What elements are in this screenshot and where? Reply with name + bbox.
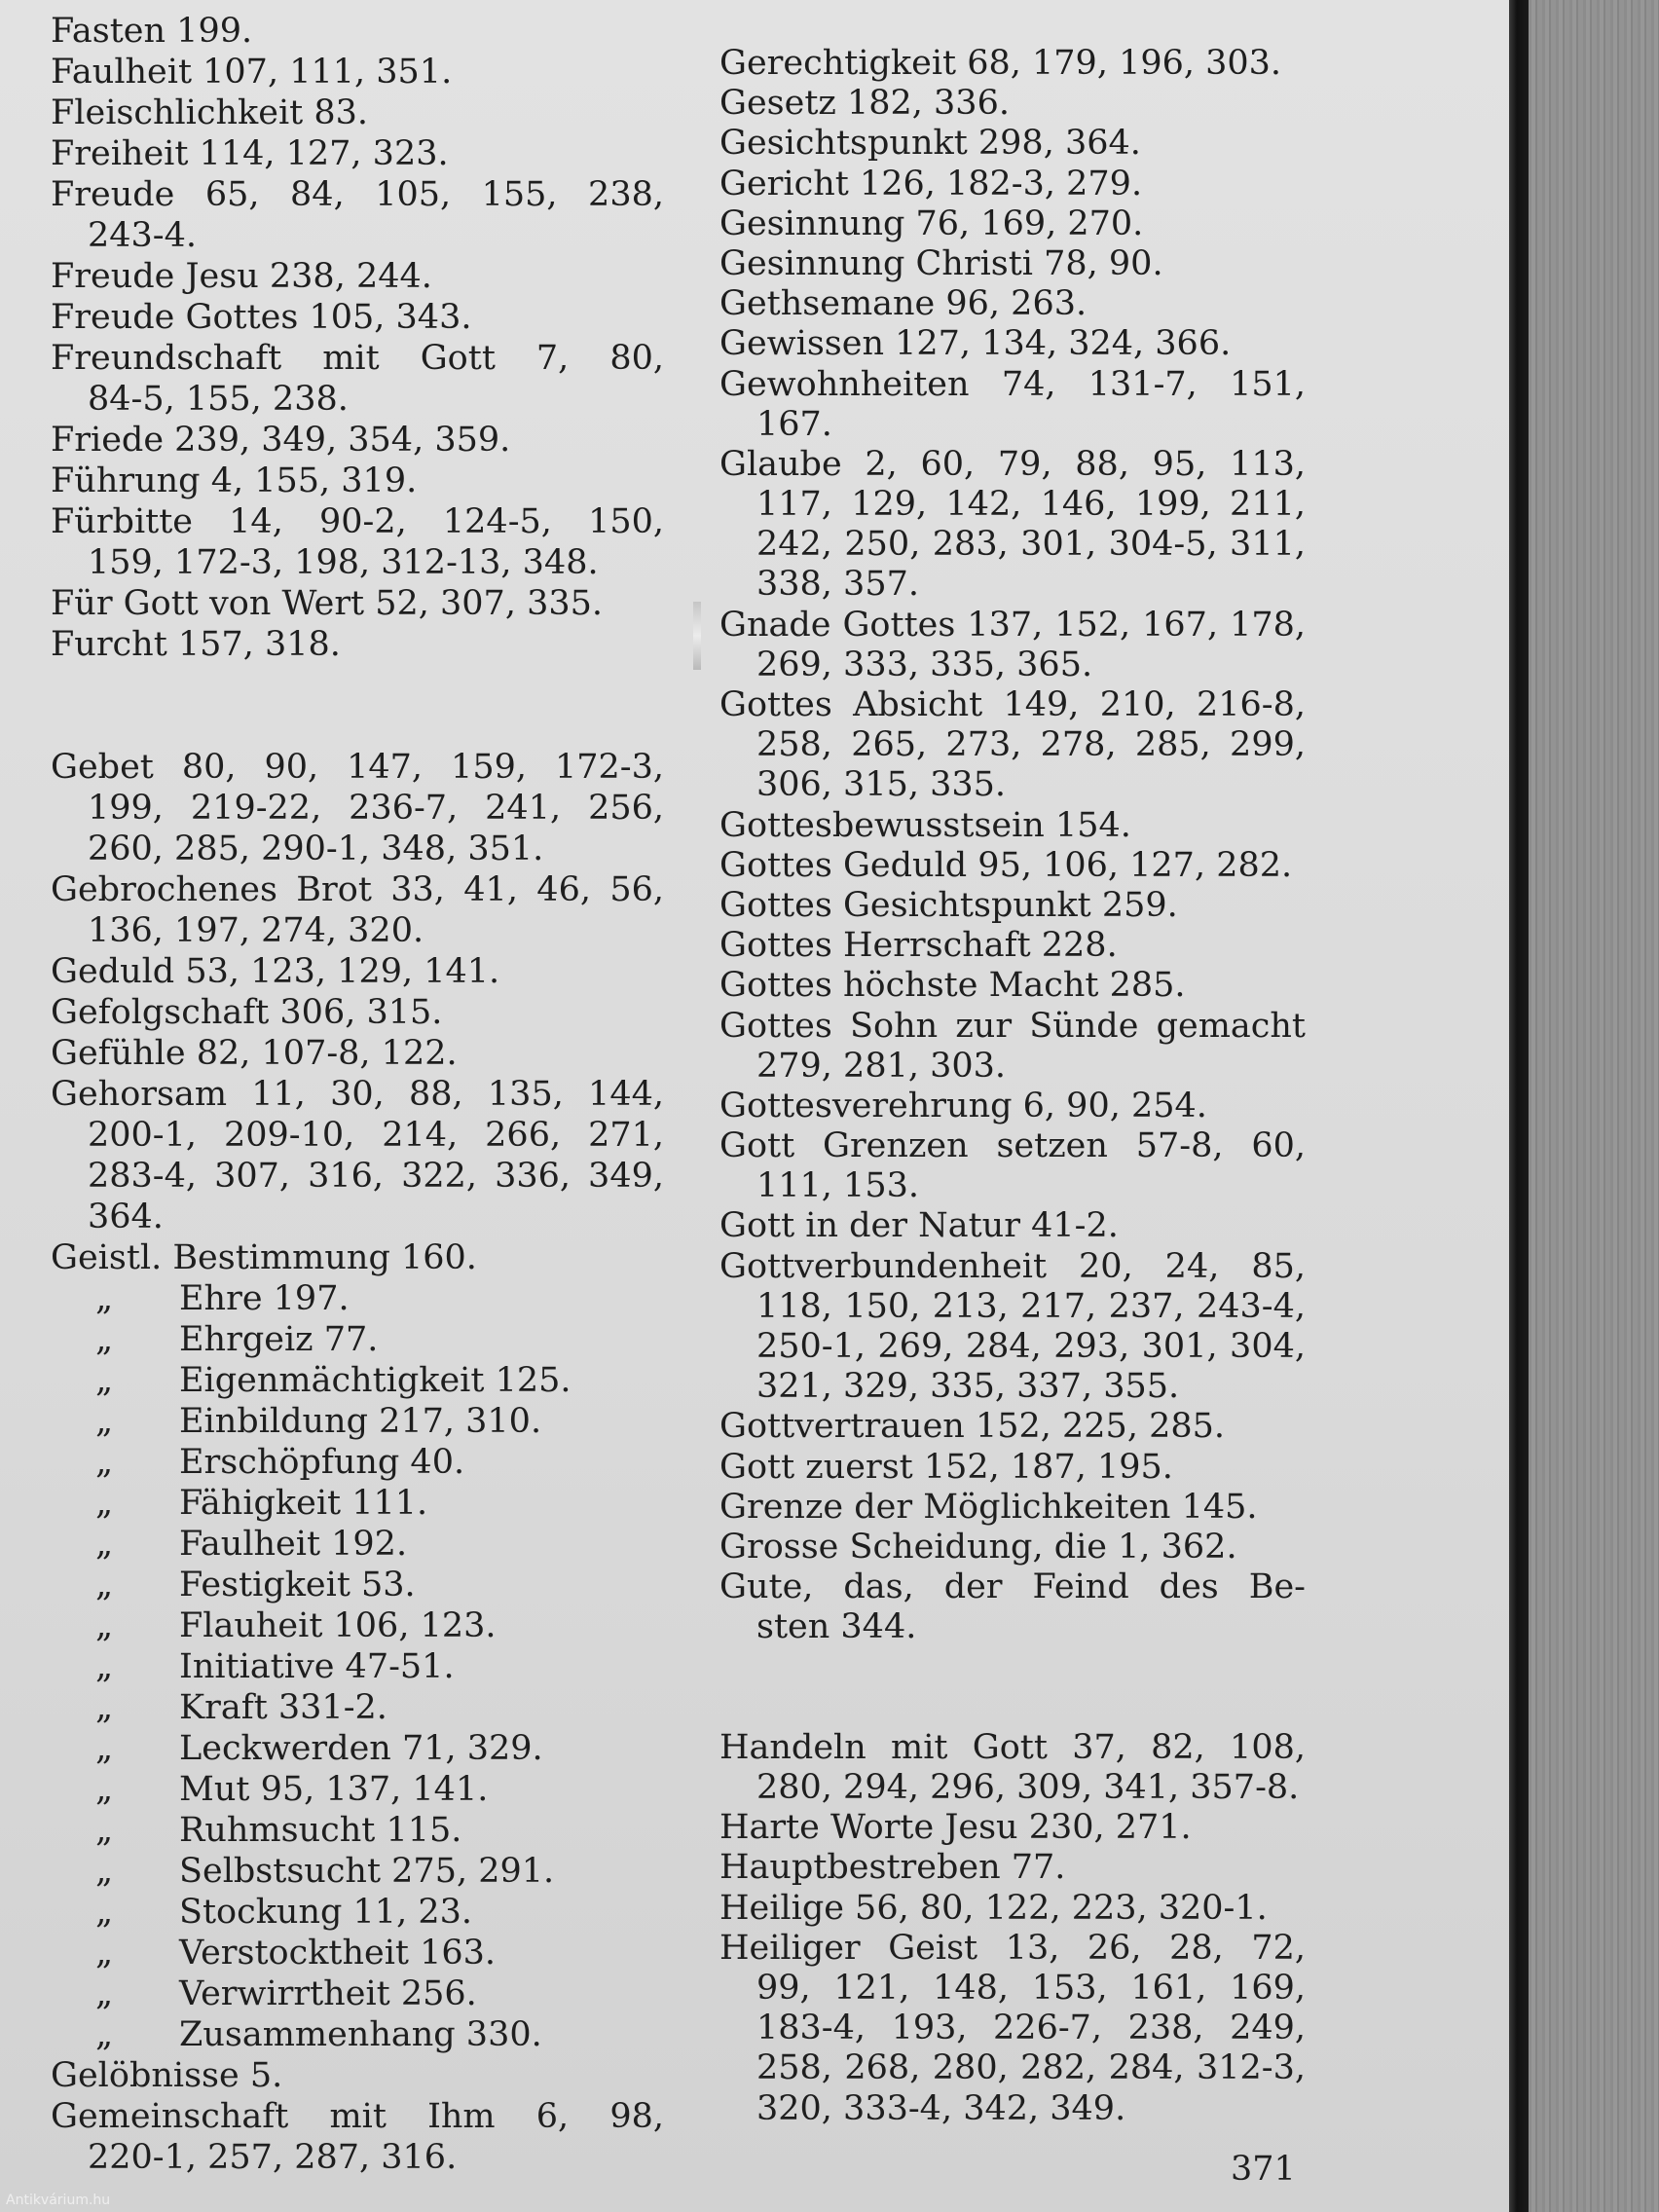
index-subentry (51, 1973, 664, 2014)
index-entry: Fürbitte 14, 90-2, 124-5, 150, (51, 502, 664, 541)
blank-line (719, 1648, 1306, 1688)
index-entry: Gerechtigkeit 68, 179, 196, 303. (719, 44, 1282, 83)
index-entry: Gottvertrauen 152, 225, 285. (719, 1407, 1226, 1447)
index-entry: Glaube 2, 60, 79, 88, 95, 113, (719, 444, 1306, 484)
index-entry-continuation: 321, 329, 335, 337, 355. (756, 1367, 1180, 1407)
index-entry: Fasten 199. (51, 12, 253, 51)
blank-line (719, 1688, 1306, 1728)
index-entry: Freude Jesu 238, 244. (51, 257, 432, 296)
subentry-text: Festigkeit 53. (179, 1566, 416, 1604)
subentry-text: Ehre 197. (179, 1279, 350, 1318)
ditto-mark: „ (95, 1934, 114, 1972)
subentry-text: Ruhmsucht 115. (179, 1811, 462, 1850)
ditto-mark: „ (95, 1974, 114, 2013)
index-entry-continuation: 111, 153. (756, 1166, 919, 1206)
ditto-mark: „ (95, 1688, 114, 1727)
ditto-mark: „ (95, 1484, 114, 1523)
blank-line (51, 665, 664, 706)
index-column-right (719, 44, 1306, 2129)
subentry-text: Leckwerden 71, 329. (179, 1729, 543, 1768)
index-entry-continuation: 136, 197, 274, 320. (88, 911, 424, 950)
index-entry: Gethsemane 96, 263. (719, 284, 1088, 324)
subentry-text: Selbstsucht 275, 291. (179, 1852, 555, 1891)
subentry-text: Faulheit 192. (179, 1525, 408, 1564)
index-subentry (51, 2014, 664, 2055)
index-entry: Grosse Scheidung, die 1, 362. (719, 1527, 1237, 1567)
index-entry: Gesichtspunkt 298, 364. (719, 124, 1141, 164)
index-entry: Gefolgschaft 306, 315. (51, 993, 443, 1032)
index-entry-continuation: 242, 250, 283, 301, 304-5, 311, (756, 525, 1306, 565)
index-entry-continuation: 320, 333-4, 342, 349. (756, 2088, 1126, 2128)
index-entry: Hauptbestreben 77. (719, 1848, 1066, 1888)
index-entry-continuation: 183-4, 193, 226-7, 238, 249, (756, 2009, 1306, 2048)
ditto-mark: „ (95, 2015, 114, 2054)
index-entry-continuation: sten 344. (756, 1607, 917, 1647)
index-entry: Geduld 53, 123, 129, 141. (51, 952, 500, 991)
index-entry: Faulheit 107, 111, 351. (51, 53, 453, 92)
subentry-text: Ehrgeiz 77. (179, 1320, 379, 1359)
index-entry: Freiheit 114, 127, 323. (51, 134, 449, 173)
ditto-mark: „ (95, 1893, 114, 1932)
index-subentry (51, 1442, 664, 1483)
table-surface (1529, 0, 1659, 2212)
index-entry: Gewissen 127, 134, 324, 366. (719, 324, 1232, 364)
subentry-text: Verwirrtheit 256. (179, 1974, 477, 2013)
index-entry-continuation: 258, 265, 273, 278, 285, 299, (756, 725, 1306, 765)
index-entry: Gelöbnisse 5. (51, 2056, 283, 2095)
ditto-mark: „ (95, 1566, 114, 1604)
index-subentry (51, 1892, 664, 1933)
ditto-mark: „ (95, 1811, 114, 1850)
index-entry: Gottes Gesichtspunkt 259. (719, 885, 1178, 925)
ditto-mark: „ (95, 1647, 114, 1686)
ditto-mark: „ (95, 1279, 114, 1318)
page-number: 371 (1231, 2150, 1296, 2189)
index-entry: Gefühle 82, 107-8, 122. (51, 1034, 458, 1073)
ditto-mark: „ (95, 1361, 114, 1400)
index-subentry (51, 1605, 664, 1646)
index-entry: Gottes Herrschaft 228. (719, 926, 1118, 966)
index-entry-continuation: 364. (88, 1198, 164, 1236)
ditto-mark: „ (95, 1525, 114, 1564)
paper-blemish (693, 602, 701, 670)
index-entry: Gottverbundenheit 20, 24, 85, (719, 1246, 1306, 1286)
index-column-left (51, 11, 664, 2178)
subentry-text: Eigenmächtigkeit 125. (179, 1361, 571, 1400)
subentry-text: Zusammenhang 330. (179, 2015, 542, 2054)
index-entry: Gemeinschaft mit Ihm 6, 98, (51, 2097, 664, 2136)
index-entry: Geistl. Bestimmung 160. (51, 1238, 477, 1277)
index-entry: Furcht 157, 318. (51, 625, 341, 664)
index-subentry (51, 1933, 664, 1973)
ditto-mark: „ (95, 1320, 114, 1359)
index-entry-continuation: 283-4, 307, 316, 322, 336, 349, (88, 1157, 664, 1196)
index-entry: Gebet 80, 90, 147, 159, 172-3, (51, 748, 664, 787)
blank-line (51, 706, 664, 747)
index-entry-continuation: 269, 333, 335, 365. (756, 645, 1093, 684)
index-entry-continuation: 118, 150, 213, 217, 237, 243-4, (756, 1286, 1306, 1326)
index-entry: Gott in der Natur 41-2. (719, 1206, 1119, 1246)
index-entry-continuation: 167. (756, 404, 832, 444)
ditto-mark: „ (95, 1852, 114, 1891)
index-entry: Gesinnung 76, 169, 270. (719, 203, 1144, 243)
index-entry: Führung 4, 155, 319. (51, 461, 418, 500)
index-entry-continuation: 306, 315, 335. (756, 765, 1007, 805)
index-entry: Gottes höchste Macht 285. (719, 966, 1186, 1006)
index-entry: Gewohnheiten 74, 131-7, 151, (719, 364, 1306, 404)
subentry-text: Stockung 11, 23. (179, 1893, 472, 1932)
index-subentry (51, 1728, 664, 1769)
subentry-text: Initiative 47-51. (179, 1647, 455, 1686)
index-subentry (51, 1565, 664, 1605)
index-entry: Freude Gottes 105, 343. (51, 298, 472, 337)
index-entry: Handeln mit Gott 37, 82, 108, (719, 1727, 1306, 1767)
ditto-mark: „ (95, 1402, 114, 1441)
index-entry-continuation: 243-4. (88, 216, 198, 255)
index-entry-continuation: 200-1, 209-10, 214, 266, 271, (88, 1116, 664, 1155)
index-subentry (51, 1769, 664, 1810)
index-entry: Gottesverehrung 6, 90, 254. (719, 1086, 1207, 1125)
index-entry: Harte Worte Jesu 230, 271. (719, 1808, 1192, 1848)
index-entry-continuation: 220-1, 257, 287, 316. (88, 2138, 458, 2177)
index-entry: Gnade Gottes 137, 152, 167, 178, (719, 605, 1306, 645)
index-subentry (51, 1851, 664, 1892)
index-entry-continuation: 159, 172-3, 198, 312-13, 348. (88, 543, 599, 582)
subentry-text: Mut 95, 137, 141. (179, 1770, 489, 1809)
index-subentry (51, 1278, 664, 1319)
index-entry: Gebrochenes Brot 33, 41, 46, 56, (51, 870, 664, 909)
index-entry: Gott Grenzen setzen 57-8, 60, (719, 1126, 1306, 1166)
index-entry-continuation: 280, 294, 296, 309, 341, 357-8. (756, 1768, 1300, 1808)
ditto-mark: „ (95, 1606, 114, 1645)
index-entry-continuation: 250-1, 269, 284, 293, 301, 304, (756, 1327, 1306, 1366)
index-entry: Friede 239, 349, 354, 359. (51, 421, 511, 460)
watermark: Antikvárium.hu (6, 2193, 111, 2208)
subentry-text: Flauheit 106, 123. (179, 1606, 497, 1645)
index-subentry (51, 1687, 664, 1728)
book-cover-edge (1509, 0, 1529, 2212)
subentry-text: Erschöpfung 40. (179, 1443, 465, 1482)
index-entry: Für Gott von Wert 52, 307, 335. (51, 584, 604, 623)
index-entry-continuation: 258, 268, 280, 282, 284, 312-3, (756, 2048, 1306, 2088)
index-entry-continuation: 260, 285, 290-1, 348, 351. (88, 830, 544, 868)
index-entry: Gottesbewusstsein 154. (719, 805, 1131, 845)
index-entry: Freude 65, 84, 105, 155, 238, (51, 175, 664, 214)
index-entry: Gute, das, der Feind des Be- (719, 1567, 1306, 1607)
subentry-text: Fähigkeit 111. (179, 1484, 428, 1523)
index-subentry (51, 1401, 664, 1442)
subentry-text: Kraft 331-2. (179, 1688, 387, 1727)
index-entry: Freundschaft mit Gott 7, 80, (51, 339, 664, 378)
index-entry: Gesetz 182, 336. (719, 84, 1010, 124)
index-entry: Gehorsam 11, 30, 88, 135, 144, (51, 1075, 664, 1114)
index-subentry (51, 1810, 664, 1851)
index-entry-continuation: 117, 129, 142, 146, 199, 211, (756, 485, 1306, 525)
index-entry: Gottes Geduld 95, 106, 127, 282. (719, 845, 1293, 885)
index-entry-continuation: 338, 357. (756, 565, 919, 605)
index-entry: Heilige 56, 80, 122, 223, 320-1. (719, 1888, 1268, 1928)
index-entry: Gericht 126, 182-3, 279. (719, 164, 1143, 203)
index-entry: Gottes Sohn zur Sünde gemacht (719, 1006, 1306, 1046)
index-subentry (51, 1360, 664, 1401)
index-entry-continuation: 99, 121, 148, 153, 161, 169, (756, 1969, 1306, 2008)
index-subentry (51, 1524, 664, 1565)
index-entry: Gottes Absicht 149, 210, 216-8, (719, 685, 1306, 724)
index-entry: Grenze der Möglichkeiten 145. (719, 1487, 1258, 1527)
index-entry: Gesinnung Christi 78, 90. (719, 243, 1163, 283)
index-subentry (51, 1319, 664, 1360)
index-entry: Gott zuerst 152, 187, 195. (719, 1447, 1173, 1487)
ditto-mark: „ (95, 1443, 114, 1482)
index-subentry (51, 1646, 664, 1687)
subentry-text: Einbildung 217, 310. (179, 1402, 542, 1441)
index-entry-continuation: 84-5, 155, 238. (88, 380, 349, 419)
index-subentry (51, 1483, 664, 1524)
ditto-mark: „ (95, 1770, 114, 1809)
subentry-text: Verstocktheit 163. (179, 1934, 497, 1972)
index-entry: Fleischlichkeit 83. (51, 93, 368, 132)
index-entry: Heiliger Geist 13, 26, 28, 72, (719, 1928, 1306, 1968)
ditto-mark: „ (95, 1729, 114, 1768)
index-entry-continuation: 199, 219-22, 236-7, 241, 256, (88, 789, 664, 828)
index-entry-continuation: 279, 281, 303. (756, 1046, 1007, 1086)
